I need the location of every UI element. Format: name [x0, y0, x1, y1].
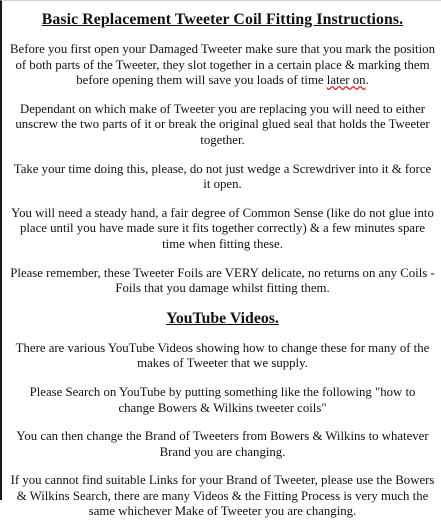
- paragraph-mark-position-text: Before you first open your Damaged Tweeter make sure that you mark the position of both parts of the Tweeter, they slot together in a certain place & marking them before opening them will save you loads of time: [10, 42, 435, 88]
- paragraph-no-suitable-links: If you cannot find suitable Links for your Brand of Tweeter, please use the Bowers & Wilkins Search, there are many Videos & the Fitting Process is very much the same whichever Make of Tweeter you are changing.: [10, 473, 435, 519]
- paragraph-delicate-warning: Please remember, these Tweeter Foils are VERY delicate, no returns on any Coils - Foils that you damage whilst fitting them.: [10, 265, 435, 296]
- paragraph-youtube-videos: There are various YouTube Videos showing how to change these for many of the makes of Tweeter that we supply.: [15, 340, 430, 371]
- document-title: Basic Replacement Tweeter Coil Fitting Instructions.: [41, 11, 404, 28]
- paragraph-steady-hand: You will need a steady hand, a fair degree of Common Sense (like do not glue into place until you have made sure it fits together correctly) & a few minutes spare time when fitting these.: [11, 205, 434, 251]
- paragraph-mark-position-end: .: [365, 73, 369, 88]
- instructions-document: [10, 11, 435, 520]
- paragraph-take-your-time: Take your time doing this, please, do not just wedge a Screwdriver into it & force it open.: [13, 161, 432, 192]
- paragraph-unscrew-or-break-seal: Dependant on which make of Tweeter you are replacing you will need to either unscrew the two parts of it or break the original glued seal that holds the Tweeter together.: [15, 101, 430, 147]
- section-heading-youtube: YouTube Videos.: [166, 309, 279, 327]
- spellcheck-underlined-text: later on: [326, 73, 366, 88]
- paragraph-search-youtube: Please Search on YouTube by putting something like the following "how to change Bowers & Wilkins tweeter coils": [29, 384, 416, 415]
- paragraph-mark-position: [10, 42, 435, 89]
- paragraph-change-brand: You can then change the Brand of Tweeters from Bowers & Wilkins to whatever Brand you are changing.: [16, 429, 429, 459]
